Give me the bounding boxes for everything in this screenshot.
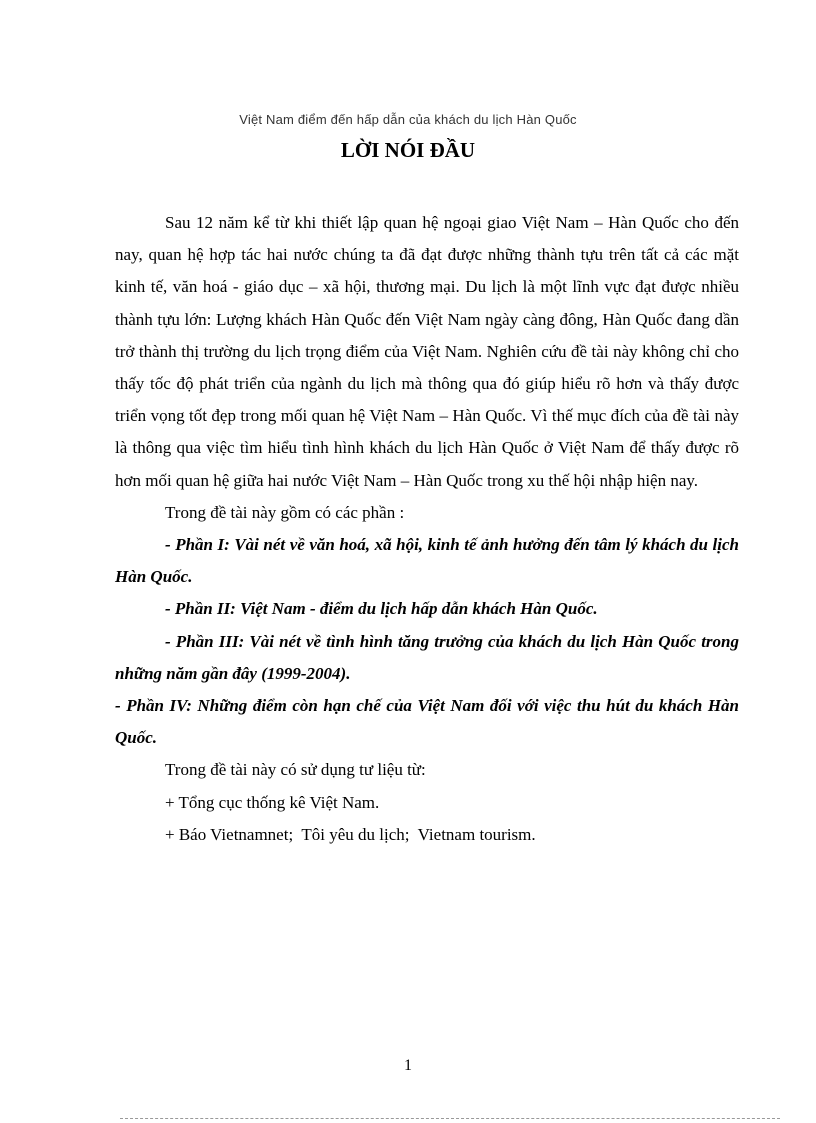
page-number: 1 [404,1057,412,1074]
bottom-divider [120,1118,780,1120]
part-1: - Phần I: Vài nét về văn hoá, xã hội, kinh tế ảnh hưởng đến tâm lý khách du lịch Hàn Quốc. [115,535,739,587]
intro-paragraph: Sau 12 năm kể từ khi thiết lập quan hệ ngoại giao Việt Nam – Hàn Quốc cho đến nay, quan hệ hợp tác hai nước chúng ta đã đạt được những thành tựu trên tất cả các mặt kinh tế, văn hoá - giáo dục – xã hội, thương mại. Du lịch là một lĩnh vực đạt được nhiều thành tựu lớn: Lượng khách Hàn Quốc đến Việt Nam ngày càng đông, Hàn Quốc đang dần trở thành thị trường du lịch trọng điểm của Việt Nam. Nghiên cứu đề tài này không chỉ cho thấy tốc độ phát triển của ngành du lịch mà thông qua đó giúp hiểu rõ hơn và thấy được triển vọng tốt đẹp trong mối quan hệ Việt Nam – Hàn Quốc. Vì thế mục đích của đề tài này là thông qua việc tìm hiểu tình hình khách du lịch Hàn Quốc ở Việt Nam để thấy được rõ hơn mối quan hệ giữa hai nước Việt Nam – Hàn Quốc trong xu thế hội nhập hiện nay. [115,213,739,490]
part-4: - Phần IV: Những điểm còn hạn chế của Việt Nam đối với việc thu hút du khách Hàn Quốc. [115,696,739,748]
part-2: - Phần II: Việt Nam - điểm du lịch hấp dẫn khách Hàn Quốc. [165,599,598,619]
running-header: Việt Nam điểm đến hấp dẫn của khách du lịch Hàn Quốc [239,112,577,127]
body-text [115,207,739,851]
source-item: + Tổng cục thống kê Việt Nam. [165,792,380,812]
parts-intro: Trong đề tài này gồm có các phần : [165,502,405,522]
sources-intro: Trong đề tài này có sử dụng tư liệu từ: [165,760,426,780]
part-3: - Phần III: Vài nét về tình hình tăng trưởng của khách du lịch Hàn Quốc trong những năm gần đây (1999-2004). [115,631,739,683]
source-item: + Báo Vietnamnet; Tôi yêu du lịch; Vietnam tourism. [165,824,536,844]
page-title: LỜI NÓI ĐẦU [340,138,476,162]
